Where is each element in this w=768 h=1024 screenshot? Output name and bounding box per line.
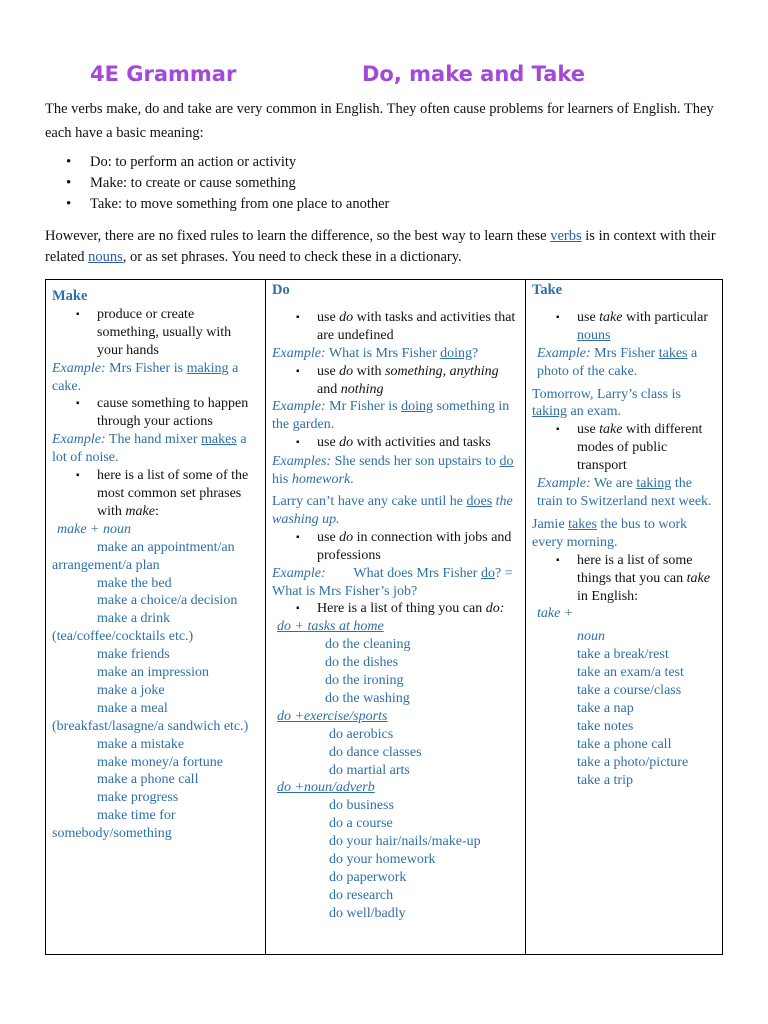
bullet-text: use: [317, 529, 340, 545]
example-verb: does: [466, 493, 493, 509]
example-verb: doing: [401, 399, 433, 415]
example-text: his: [272, 472, 292, 488]
example-verb: making: [186, 360, 229, 376]
example-text: What is Mrs Fisher: [325, 345, 441, 361]
take-phrase: take a trip: [577, 772, 633, 788]
make-example-1: [52, 360, 259, 396]
example-text: The hand mixer: [105, 432, 202, 448]
meanings-list: [45, 152, 389, 215]
verbs-link[interactable]: verbs: [550, 228, 582, 244]
bullet-keyword: take: [686, 570, 710, 586]
make-bullet-3: [52, 467, 259, 521]
example-text: ? = What is Mrs Fisher’s job?: [272, 565, 516, 599]
do-heading: Do: [272, 282, 290, 298]
intro-paragraph: The verbs make, do and take are very common in English. They often cause problems for learners of English. They each have a basic meaning:: [45, 101, 714, 141]
take-phrase: take a course/class: [577, 683, 682, 699]
bullet-keyword: do: [339, 309, 354, 325]
however-paragraph: [45, 226, 725, 268]
example-verb: do: [499, 454, 514, 470]
bullet-text: use: [317, 309, 340, 325]
do-bullet-2: [272, 363, 519, 399]
example-label: Example:: [272, 345, 326, 361]
bullet-text: with different modes of public transport: [577, 422, 703, 474]
take-phrase: take an exam/a test: [577, 665, 684, 681]
example-label: Example:: [537, 476, 591, 492]
bullet-text: here is a list of some of the most common set phrases with: [97, 468, 249, 519]
page-title: 4E Grammar: [90, 62, 237, 86]
take-pattern-noun: noun: [577, 629, 605, 645]
take-phrase: take a phone call: [577, 736, 672, 752]
make-pattern: make + noun: [57, 521, 131, 537]
make-phrase: make a mistake: [97, 736, 185, 752]
do-bullet-3: [272, 434, 519, 452]
do-phrase: do the cleaning: [325, 637, 411, 653]
meaning-item-take: • Take: to move something from one place to another: [45, 194, 389, 215]
take-phrase: take a nap: [577, 700, 634, 716]
do-phrase: do your hair/nails/make-up: [329, 834, 481, 850]
example-text: We are: [590, 476, 637, 492]
however-text-a: However, there are no fixed rules to learn the difference, so the best way to learn these: [45, 228, 551, 244]
example-label: Examples:: [272, 454, 332, 470]
take-bullet-3: [532, 552, 716, 606]
example-label: Example:: [272, 399, 326, 415]
make-phrase: make a choice/a decision: [97, 593, 238, 609]
example-label: Example:: [537, 345, 591, 361]
do-phrase: do paperwork: [329, 870, 407, 885]
bullet-text: use: [577, 422, 600, 438]
take-pattern: take +: [537, 606, 574, 622]
however-text-c: , or as set phrases. You need to check these in a dictionary.: [122, 249, 462, 265]
make-phrase: make a meal (breakfast/lasagne/a sandwich etc.): [52, 700, 249, 734]
make-example-2: [52, 431, 259, 467]
example-text: She sends her son upstairs to: [331, 454, 500, 470]
take-example-1: [532, 345, 716, 381]
take-bullet-2: [532, 421, 716, 475]
bullet-keyword: do: [339, 529, 354, 545]
example-verb: taking: [636, 476, 672, 492]
example-verb: taking: [532, 404, 567, 420]
verbs-table: [45, 279, 723, 955]
meaning-item-do: • Do: to perform an action or activity: [45, 152, 389, 173]
bullet-text: with activities and tasks: [353, 435, 491, 451]
bullet-text: with tasks and activities that are undefined: [317, 309, 516, 343]
example-keyword: the washing up.: [272, 493, 513, 527]
make-column: [46, 280, 266, 955]
make-phrase: make time for somebody/something: [52, 808, 176, 842]
example-text: Larry can’t have any cake until he: [272, 493, 467, 509]
do-group-title: do +noun/adverb: [277, 780, 375, 796]
take-heading: Take: [532, 282, 563, 298]
bullet-keyword: take: [599, 309, 623, 325]
page-subtitle: Do, make and Take: [362, 62, 586, 86]
example-verb: makes: [201, 432, 237, 448]
make-phrase: make a phone call: [97, 772, 199, 788]
make-phrase: make an impression: [97, 665, 209, 681]
do-phrase: do research: [329, 887, 394, 903]
bullet-keyword: take: [599, 422, 623, 438]
example-text: ?: [472, 345, 479, 361]
example-verb: doing: [440, 345, 473, 361]
example-text: the train to Switzerland next week.: [537, 476, 712, 509]
make-phrase: make progress: [97, 790, 179, 806]
bullet-noun-link: nouns: [577, 327, 611, 343]
make-phrase: make the bed: [97, 575, 172, 591]
example-keyword: homework: [291, 472, 351, 488]
do-group-title: do + tasks at home: [277, 619, 384, 635]
do-phrase: do aerobics: [329, 726, 394, 742]
do-phrase: do the dishes: [325, 655, 399, 671]
example-text: Tomorrow, Larry’s class is: [532, 386, 681, 402]
bullet-text: Here is a list of thing you can: [317, 601, 486, 617]
bullet-text: use: [317, 435, 340, 451]
example-verb: takes: [658, 345, 688, 361]
example-verb: takes: [568, 516, 597, 532]
example-verb: do: [480, 565, 495, 581]
example-text: a photo of the cake.: [537, 345, 698, 379]
example-text: Mr Fisher is: [325, 399, 402, 415]
make-phrase: make money/a fortune: [97, 754, 223, 770]
do-example-1: [272, 345, 519, 363]
example-text: .: [350, 472, 354, 488]
example-text: a lot of noise.: [52, 432, 247, 466]
bullet-text: :: [154, 503, 159, 519]
do-example-3: [272, 453, 519, 489]
do-bullet-5: [272, 600, 519, 618]
take-phrase: take a photo/picture: [577, 754, 689, 770]
do-phrase: do the ironing: [325, 673, 404, 689]
example-text: Mrs Fisher: [590, 345, 659, 361]
bullet-text: with: [353, 363, 386, 379]
example-text: Mrs Fisher is: [105, 360, 187, 376]
do-phrase: do the washing: [325, 690, 410, 706]
make-heading: Make: [52, 288, 88, 304]
do-group-title: do +exercise/sports: [277, 708, 388, 724]
take-phrase-list: [532, 628, 716, 789]
make-phrase: make a drink (tea/coffee/cocktails etc.): [52, 611, 194, 645]
make-bullet-2: ▪ cause something to happen through your actions: [52, 395, 259, 431]
do-phrase-list: [272, 618, 519, 922]
take-phrase: take notes: [577, 718, 634, 734]
example-text: something in the garden.: [272, 399, 510, 433]
make-phrase: make a joke: [97, 682, 165, 698]
take-bullet-1: [532, 309, 716, 345]
example-text: Jamie: [532, 516, 569, 532]
make-bullet-1: ▪ produce or create something, usually with your hands: [52, 306, 259, 360]
example-label: Example:: [52, 432, 106, 448]
nouns-link[interactable]: nouns: [88, 249, 123, 265]
bullet-keyword: nothing: [340, 381, 384, 397]
do-example-5: [272, 565, 519, 601]
bullet-text: use: [577, 309, 600, 325]
do-phrase: do well/badly: [329, 905, 406, 921]
bullet-keyword: do: [339, 363, 354, 379]
example-text: the bus to work every morning.: [532, 516, 688, 550]
do-phrase: do a course: [329, 816, 393, 832]
take-example-3: [532, 475, 716, 511]
bullet-text: and: [317, 381, 341, 397]
bullet-keyword: do:: [485, 601, 505, 617]
do-phrase: do your homework: [329, 852, 436, 868]
bullet-text: in English:: [577, 588, 639, 604]
bullet-keyword: do: [339, 435, 354, 451]
bullet-text: use: [317, 363, 340, 379]
bullet-text: in connection with jobs and professions: [317, 529, 512, 563]
take-example-2: [532, 386, 716, 422]
do-example-4: [272, 493, 519, 529]
do-column: [266, 280, 526, 955]
make-phrase: make an appointment/an arrangement/a plan: [52, 539, 235, 573]
example-text: an exam.: [567, 404, 622, 420]
do-bullet-1: [272, 309, 519, 345]
example-label: Example:: [52, 360, 106, 376]
example-text: What does Mrs Fisher: [325, 565, 481, 581]
make-phrase-list: [52, 539, 259, 843]
meaning-item-make: • Make: to create or cause something: [45, 173, 389, 194]
do-phrase: do dance classes: [329, 744, 422, 760]
however-text-b: is in context with their related: [45, 228, 716, 265]
do-phrase: do martial arts: [329, 762, 410, 778]
make-phrase: make friends: [97, 647, 170, 663]
take-example-4: [532, 516, 716, 552]
bullet-text: here is a list of some things that you can: [577, 552, 693, 586]
take-column: [526, 280, 723, 955]
example-label: Example:: [272, 565, 326, 581]
bullet-text: with particular: [622, 309, 709, 325]
bullet-keyword: make: [125, 503, 155, 519]
do-example-2: [272, 398, 519, 434]
bullet-keyword: something, anything: [385, 363, 499, 379]
example-text: a cake.: [52, 360, 239, 394]
do-bullet-4: [272, 529, 519, 565]
do-phrase: do business: [329, 798, 394, 814]
take-phrase: take a break/rest: [577, 647, 669, 663]
